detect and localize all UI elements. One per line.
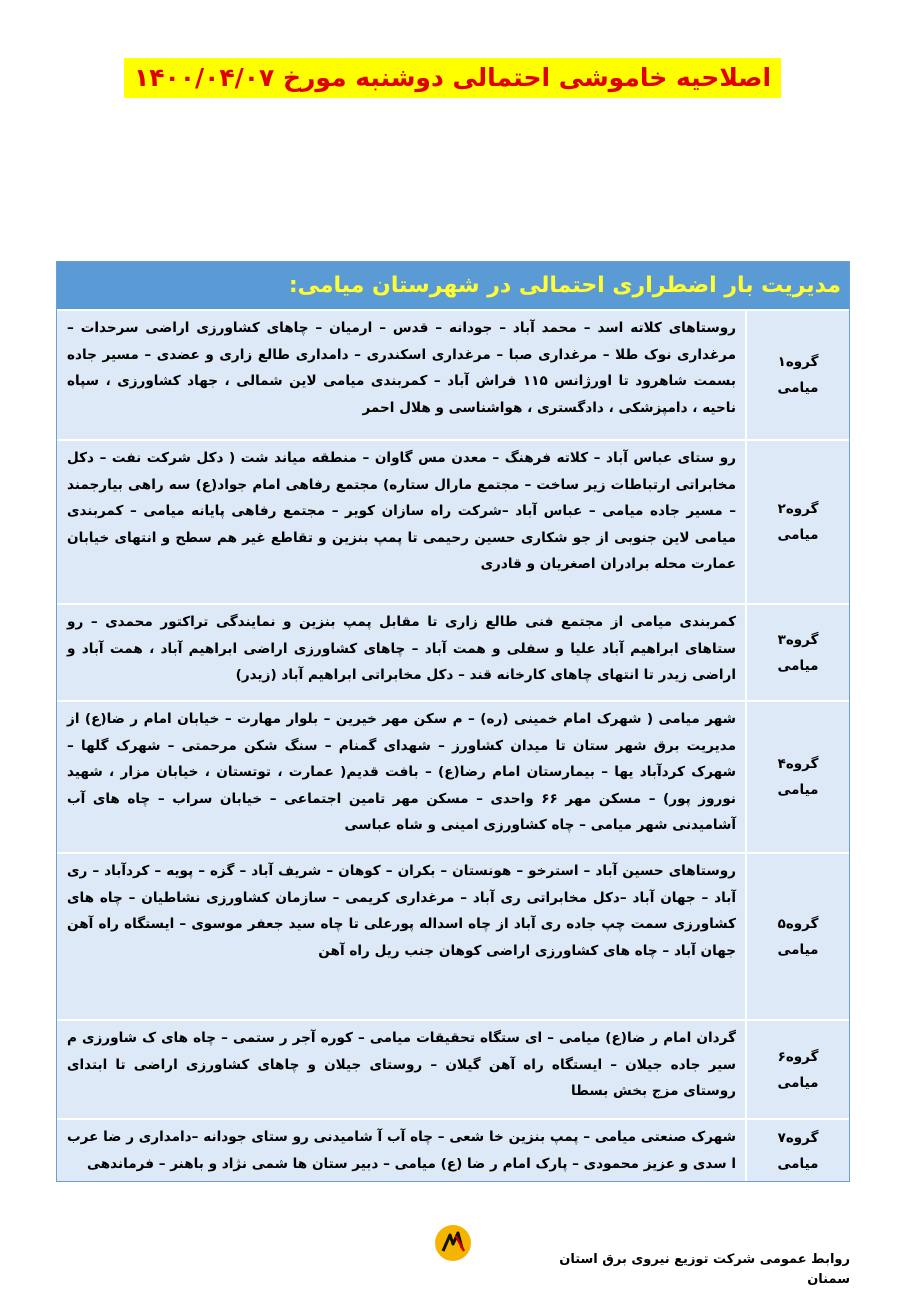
group-label: [763, 349, 833, 401]
group-name: گروه۱: [777, 354, 819, 370]
group-name: گروه۷: [777, 1129, 819, 1146]
areas-cell: [57, 441, 745, 603]
group-cell: [745, 1120, 849, 1181]
group-cell: [745, 605, 849, 700]
group-label: [763, 627, 833, 679]
title-wrapper: [0, 58, 905, 98]
group-label: [763, 911, 833, 963]
areas-text: گردان امام ر ضا(ع) میامی – ای ستگاه تحقیقات میامی – کوره آجر ر ستمی – چاه های ک شاورزی م سیر جاده جیلان – ایستگاه راه آهن گیلان – روستای جیلان و چاهای کشاورزی اراضی تا ابتدای روستای مزج بخش بسطا: [67, 1030, 736, 1100]
table-row: [57, 852, 849, 1019]
areas-text: شهر میامی ( شهرک امام خمینی (ره) – م سکن مهر خیرین – بلوار مهارت – خیابان امام ر ضا(ع) از مدیریت برق شهر ستان تا میدان کشاورز – شهدای گمنام – سنگ شکن مرحمتی – شهرک گلها – شهرک کردآباد یها – بیمارستان امام رضا(ع) – بافت قدیم( عمارت ، توتستان ، خیابان مزار ، شهید نوروز پور) – مسکن مهر ۶۶ واحدی – مسکن مهر تامین اجتماعی – خیابان سراب – چاه های آب آشامیدنی شهر میامی – چاه کشاورزی امینی و شاه عباسی: [67, 711, 736, 834]
table-header: [57, 262, 849, 309]
group-cell: [745, 702, 849, 852]
group-city: میامی: [777, 657, 819, 674]
areas-cell: [57, 605, 745, 700]
areas-text: روستاهای کلاته اسد – محمد آباد – جودانه – قدس – ارمیان – چاهای کشاورزی اراضی سرحدات – مرغداری نوک طلا – مرغداری صبا – مرغداری اسکندری – دامداری طالع زاری و عضدی – مسیر جاده بسمت شاهرود تا اورژانس ۱۱۵ فراش آباد – کمربندی میامی لاین شمالی ، جهاد کشاورزی ، سپاه ناحیه ، دامپزشکی ، دادگستری ، هواشناسی و هلال احمر: [67, 320, 736, 416]
group-city: میامی: [777, 941, 819, 958]
group-city: میامی: [777, 782, 819, 798]
areas-text: رو ستای عباس آباد – کلاته فرهنگ – معدن مس گاوان – منطقه میاند شت ( دکل شرکت نفت – دکل مخابراتی ارتباطات زیر ساخت – مجتمع مارال ستاره) مجتمع رفاهی امام جواد(ع) سه راهی بیارجمند – مسیر جاده میامی – عباس آباد –شرکت راه سازان کویر – مجتمع رفاهی پایانه میامی – کمربندی میامی لاین جنوبی از جو شکاری حسین رحیمی تا پمپ بنزین و تقاطع غیر هم سطح و انتهای خیابان عمارت محله برادران اصغریان و قادری: [67, 450, 736, 573]
group-city: میامی: [777, 1074, 819, 1091]
table-row: [57, 603, 849, 700]
group-cell: [745, 1021, 849, 1118]
areas-cell: [57, 1021, 745, 1118]
tavanir-logo-icon: [434, 1224, 472, 1262]
areas-text: شهرک صنعتی میامی – پمپ بنزین خا شعی – چاه آب آ شامیدنی رو ستای جودانه –دامداری ر ضا عرب ا سدی و عزیز محمودی – پارک امام ر ضا (ع) میامی – دبیر ستان ها شمی نژاد و باهنر – فرماندهی: [67, 1129, 736, 1172]
group-cell: [745, 441, 849, 603]
group-label: [763, 751, 833, 803]
table-row: [57, 439, 849, 603]
table-row: [57, 700, 849, 852]
group-name: گروه۴: [777, 756, 819, 772]
group-city: میامی: [777, 1155, 819, 1172]
group-name: گروه۳: [777, 631, 819, 648]
footer-credit: روابط عمومی شرکت توزیع نیروی برق استان سمنان: [559, 1252, 850, 1287]
group-city: میامی: [777, 380, 819, 396]
outage-table: [56, 261, 850, 1182]
group-name: گروه۶: [777, 1048, 819, 1065]
page-title: اصلاحیه خاموشی احتمالی دوشنبه مورخ ۱۴۰۰/۰۴/۰۷: [124, 58, 781, 98]
group-cell: [745, 311, 849, 439]
table-row: [57, 1019, 849, 1118]
group-label: [763, 1125, 833, 1177]
table-header-text: مدیریت بار اضطراری احتمالی در شهرستان میامی:: [288, 273, 841, 298]
group-name: گروه۲: [777, 501, 819, 517]
areas-cell: [57, 702, 745, 852]
group-label: [763, 1044, 833, 1096]
group-city: میامی: [777, 527, 819, 543]
group-cell: [745, 854, 849, 1019]
table-row: [57, 309, 849, 439]
group-label: [763, 496, 833, 548]
areas-cell: [57, 854, 745, 1019]
table-row: [57, 1118, 849, 1181]
group-name: گروه۵: [777, 915, 819, 932]
areas-text: روستاهای حسین آباد – استرخو – هونستان – بکران – کوهان – شریف آباد – گزه – پویه – کردآباد – ری آباد – جهان آباد –دکل مخابراتی ری آباد – مرغداری کریمی – سازمان کشاورزی نشاطیان – چاه های کشاورزی سمت چپ جاده ری آباد از چاه اسداله پورعلی تا چاه سید جعفر موسوی – ایستگاه راه آهن جهان آباد – چاه های کشاورزی اراضی کوهان جنب ریل راه آهن: [67, 863, 736, 959]
areas-cell: [57, 311, 745, 439]
areas-text: کمربندی میامی از مجتمع فنی طالع زاری تا مقابل پمپ بنزین و نمایندگی تراکتور محمدی – رو ستاهای ابراهیم آباد علیا و سفلی و همت آباد – چاهای کشاورزی اراضی ابراهیم آباد ، همت آباد و اراضی زیدر تا انتهای چاهای کارخانه قند – دکل مخابراتی ابراهیم آباد (زیدر): [67, 614, 736, 684]
areas-cell: [57, 1120, 745, 1181]
